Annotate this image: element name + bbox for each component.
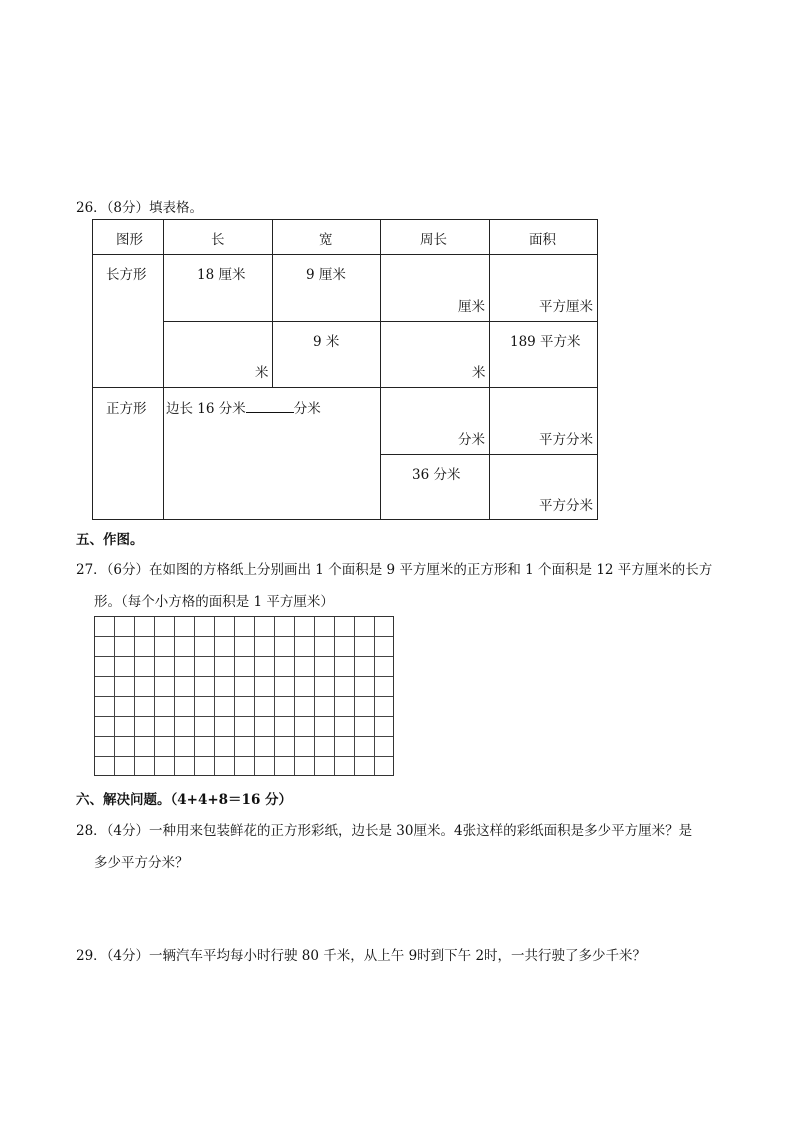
r1-perimeter-unit: 厘米 xyxy=(458,299,485,315)
square-label: 正方形 xyxy=(106,401,147,417)
q28-line1: 28．（4分）一种用来包装鲜花的正方形彩纸，边长是 30厘米。4张这样的彩纸面积是多少平方厘米？是 xyxy=(76,823,693,839)
header-width: 宽 xyxy=(319,232,333,248)
r2-area: 189 平方米 xyxy=(510,334,581,350)
sq-side-suffix: 分米 xyxy=(293,401,321,417)
q27-line2: 形。（每个小方格的面积是 1 平方厘米） xyxy=(94,594,334,610)
q29-line1: 29．（4分）一辆汽车平均每小时行驶 80 千米，从上午 9时到下午 2时，一共行驶了多少千米？ xyxy=(76,948,647,964)
sq2-perimeter: 36 分米 xyxy=(412,467,461,483)
fill-table xyxy=(92,219,598,520)
section-5-title: 五、作图。 xyxy=(76,532,144,548)
rect-label: 长方形 xyxy=(106,267,147,283)
q28-line2: 多少平方分米？ xyxy=(94,855,189,871)
sq-side-prefix: 边长 16 分米 xyxy=(166,401,246,417)
square-grid-paper[interactable] xyxy=(94,616,394,776)
sq-side xyxy=(166,397,321,417)
r2-length-unit: 米 xyxy=(255,365,269,381)
r1-width: 9 厘米 xyxy=(306,267,346,283)
header-length: 长 xyxy=(211,232,225,248)
header-area: 面积 xyxy=(529,232,556,248)
header-perimeter: 周长 xyxy=(420,232,447,248)
header-shape: 图形 xyxy=(116,232,143,248)
sq1-area-unit: 平方分米 xyxy=(539,432,593,448)
sq2-area-unit: 平方分米 xyxy=(539,498,593,514)
r1-length: 18 厘米 xyxy=(197,267,246,283)
sq1-perimeter-unit: 分米 xyxy=(458,432,485,448)
r1-area-unit: 平方厘米 xyxy=(539,299,593,315)
section-6-title: 六、解决问题。（4+4+8＝16 分） xyxy=(76,792,293,808)
q27-line1: 27．（6分）在如图的方格纸上分别画出 1 个面积是 9 平方厘米的正方形和 1 个面积是 12 平方厘米的长方 xyxy=(76,562,713,578)
r2-width: 9 米 xyxy=(313,334,340,350)
q26-label: 26．（8分）填表格。 xyxy=(76,200,204,216)
r2-perimeter-unit: 米 xyxy=(472,365,486,381)
answer-blank[interactable] xyxy=(246,400,294,413)
